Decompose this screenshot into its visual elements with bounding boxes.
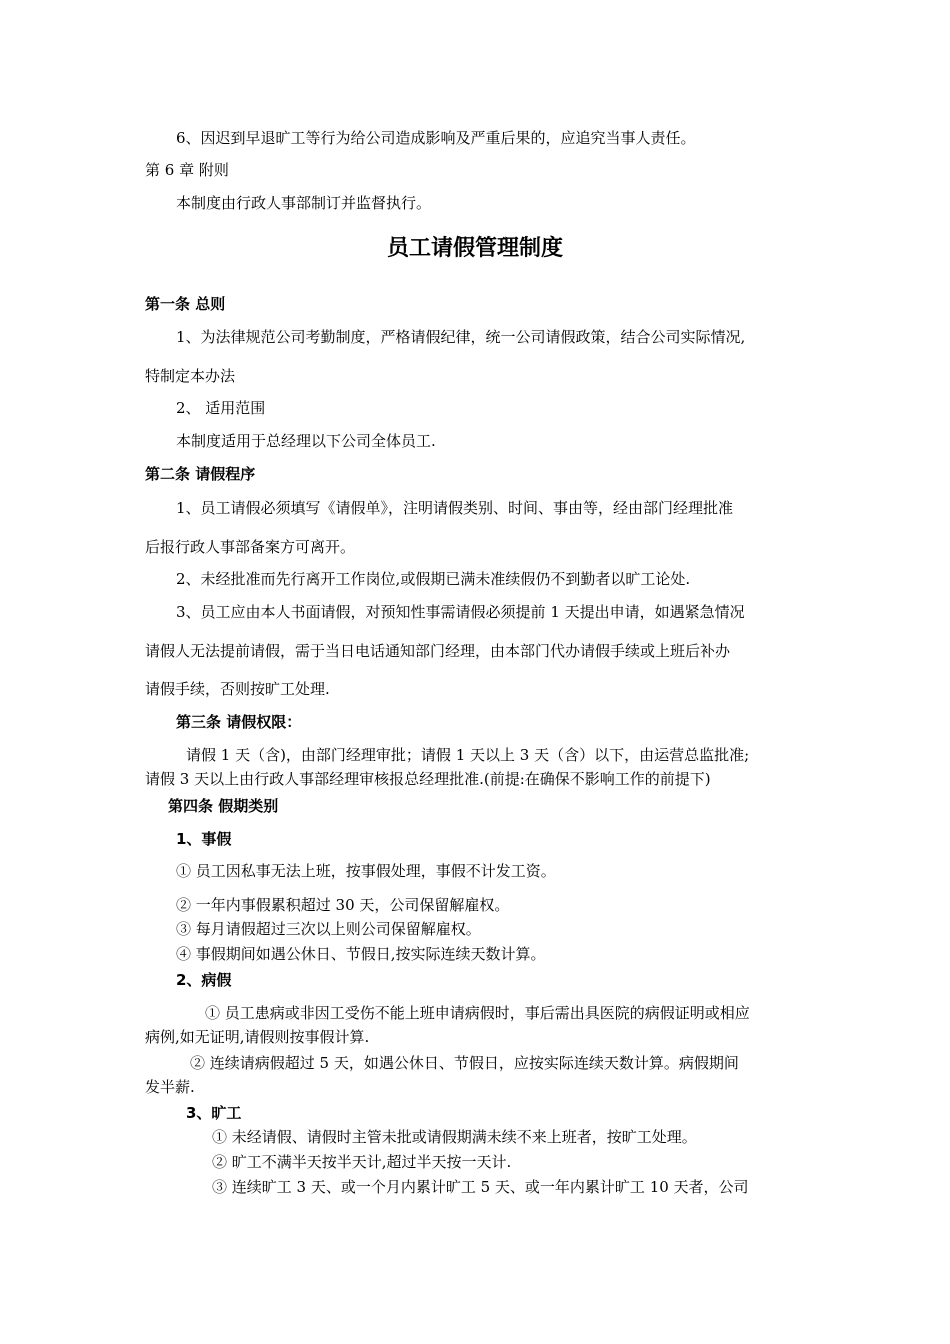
chapter-text: 本制度由行政人事部制订并监督执行。	[176, 194, 432, 212]
sick-leave-item-2-line-1: ② 连续请病假超过 5 天，如遇公休日、节假日，应按实际连续天数计算。病假期间	[190, 1054, 739, 1072]
personal-leave-item-3: ③ 每月请假超过三次以上则公司保留解雇权。	[176, 920, 481, 938]
article-1-item-1-line-1: 1、为法律规范公司考勤制度，严格请假纪律，统一公司请假政策，结合公司实际情况,	[176, 328, 746, 346]
personal-leave-heading: 1、事假	[176, 830, 232, 848]
sick-leave-item-2-line-2: 发半薪.	[145, 1078, 195, 1096]
absenteeism-item-2: ② 旷工不满半天按半天计,超过半天按一天计.	[212, 1153, 512, 1171]
article-3-line-1: 请假 1 天（含)，由部门经理审批；请假 1 天以上 3 天（含）以下，由运营总监批准;	[186, 746, 750, 764]
personal-leave-item-1: ① 员工因私事无法上班，按事假处理，事假不计发工资。	[176, 862, 556, 880]
article-3-heading: 第三条 请假权限：	[176, 713, 302, 731]
personal-leave-item-4: ④ 事假期间如遇公休日、节假日,按实际连续天数计算。	[176, 945, 546, 963]
sick-leave-item-1-line-1: ① 员工患病或非因工受伤不能上班申请病假时，事后需出具医院的病假证明或相应	[205, 1004, 750, 1022]
absenteeism-item-3: ③ 连续旷工 3 天、或一个月内累计旷工 5 天、或一年内累计旷工 10 天者，公司	[212, 1178, 749, 1196]
article-4-heading: 第四条 假期类别	[168, 797, 279, 815]
article-2-item-1-line-1: 1、员工请假必须填写《请假单》，注明请假类别、时间、事由等，经由部门经理批准	[176, 499, 734, 517]
article-3-line-2: 请假 3 天以上由行政人事部经理审核报总经理批准.(前提:在确保不影响工作的前提下)	[145, 770, 711, 788]
article-2-item-1-line-2: 后报行政人事部备案方可离开。	[145, 538, 356, 556]
absenteeism-heading: 3、旷工	[186, 1104, 242, 1122]
article-1-item-2-text: 本制度适用于总经理以下公司全体员工.	[176, 432, 436, 450]
article-2-item-3-line-2: 请假人无法提前请假，需于当日电话通知部门经理，由本部门代办请假手续或上班后补办	[145, 642, 731, 660]
sick-leave-item-1-line-2: 病例,如无证明,请假则按事假计算.	[145, 1028, 370, 1046]
article-1-item-2: 2、 适用范围	[176, 399, 266, 417]
document-title: 员工请假管理制度	[386, 236, 563, 261]
article-1-item-1-line-2: 特制定本办法	[145, 367, 236, 385]
chapter-heading: 第 6 章 附则	[145, 161, 229, 179]
personal-leave-item-2: ② 一年内事假累积超过 30 天，公司保留解雇权。	[176, 896, 510, 914]
article-2-heading: 第二条 请假程序	[145, 465, 256, 483]
article-2-item-2: 2、未经批准而先行离开工作岗位,或假期已满未准续假仍不到勤者以旷工论处.	[176, 570, 691, 588]
prev-section-item-6: 6、因迟到早退旷工等行为给公司造成影响及严重后果的，应追究当事人责任。	[176, 129, 696, 147]
absenteeism-item-1: ① 未经请假、请假时主管未批或请假期满未续不来上班者，按旷工处理。	[212, 1128, 697, 1146]
article-2-item-3-line-3: 请假手续，否则按旷工处理.	[145, 680, 330, 698]
sick-leave-heading: 2、病假	[176, 971, 232, 989]
article-1-heading: 第一条 总则	[145, 295, 226, 313]
article-2-item-3-line-1: 3、员工应由本人书面请假，对预知性事需请假必须提前 1 天提出申请，如遇紧急情况	[176, 603, 745, 621]
